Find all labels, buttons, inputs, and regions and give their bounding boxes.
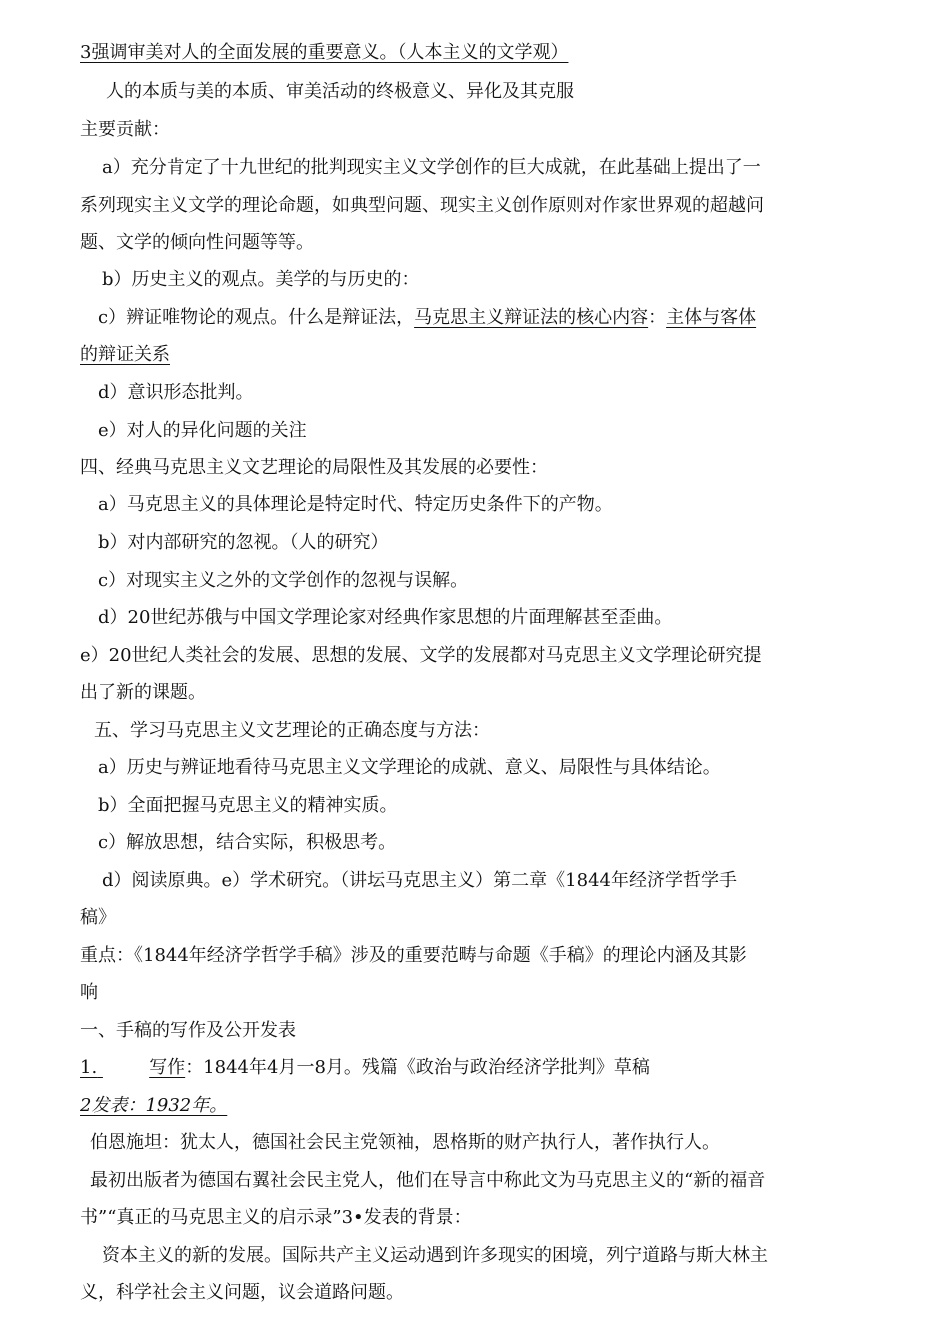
- line-contribution-a-3: 题、文学的倾向性问题等等。: [80, 232, 314, 253]
- line-first-publisher-2: 书”“真正的马克思主义的启示录”3•发表的背景：: [80, 1207, 472, 1228]
- text-writing-label: 写作: [149, 1057, 186, 1078]
- line-attitude-a: a）历史与辨证地看待马克思主义文学理论的成就、意义、局限性与具体结论。: [98, 757, 721, 778]
- line-bernstein: 伯恩施坦：犹太人，德国社会民主党领袖，恩格斯的财产执行人，著作执行人。: [90, 1132, 720, 1153]
- line-contribution-b: b）历史主义的观点。美学的与历史的：: [102, 269, 420, 290]
- line-limitation-b: b）对内部研究的忽视。（人的研究）: [98, 532, 389, 553]
- line-contribution-a-2: 系列现实主义文学的理论命题，如典型问题、现实主义创作原则对作家世界观的超越问: [80, 195, 764, 216]
- line-limitation-e-2: 出了新的课题。: [80, 682, 206, 703]
- text-dialectic-core: 马克思主义辩证法的核心内容: [414, 307, 649, 328]
- line-attitude-d-1: d）阅读原典。e）学术研究。（讲坛马克思主义）第二章《1844年经济学哲学手: [102, 870, 737, 891]
- line-essence-of-man: 人的本质与美的本质、审美活动的终极意义、异化及其克服: [106, 81, 574, 102]
- text-dialectic-question: c）辨证唯物论的观点。什么是辩证法，: [98, 307, 415, 328]
- line-key-points-2: 响: [80, 982, 98, 1003]
- line-background-1: 资本主义的新的发展。国际共产主义运动遇到许多现实的困境，列宁道路与斯大林主: [102, 1245, 768, 1266]
- line-key-points-1: 重点：《1844年经济学哲学手稿》涉及的重要范畴与命题《手稿》的理论内涵及其影: [80, 945, 747, 966]
- line-contribution-c-2: 的辩证关系: [80, 344, 170, 365]
- line-contribution-d: d）意识形态批判。: [98, 382, 254, 403]
- line-background-2: 义，科学社会主义问题，议会道路问题。: [80, 1282, 404, 1303]
- line-publication: 2发表：1932年。: [80, 1095, 228, 1116]
- line-contribution-c-1: [98, 305, 898, 331]
- text-writing-detail: ：1844年4月一8月。残篇《政治与政治经济学批判》草稿: [185, 1057, 650, 1078]
- text-colon: ：: [648, 307, 667, 328]
- line-writing: [80, 1055, 880, 1081]
- text-subject-object: 主体与客体: [666, 307, 757, 328]
- section-heading-manuscript: 一、手稿的写作及公开发表: [80, 1020, 296, 1041]
- text-item-number: 1.: [80, 1057, 98, 1078]
- section-heading-attitude: 五、学习马克思主义文艺理论的正确态度与方法：: [94, 720, 490, 741]
- line-attitude-b: b）全面把握马克思主义的精神实质。: [98, 795, 398, 816]
- section-heading-limitations: 四、经典马克思主义文艺理论的局限性及其发展的必要性：: [80, 457, 548, 478]
- line-first-publisher-1: 最初出版者为德国右翼社会民主党人，他们在导言中称此文为马克思主义的“新的福音: [90, 1170, 766, 1191]
- line-limitation-e-1: e）20世纪人类社会的发展、思想的发展、文学的发展都对马克思主义文学理论研究提: [80, 645, 762, 666]
- line-limitation-c: c）对现实主义之外的文学创作的忽视与误解。: [98, 570, 469, 591]
- line-limitation-d: d）20世纪苏俄与中国文学理论家对经典作家思想的片面理解甚至歪曲。: [98, 607, 673, 628]
- spacer: [97, 1055, 149, 1081]
- line-attitude-c: c）解放思想，结合实际，积极思考。: [98, 832, 397, 853]
- line-aesthetic-significance: 3强调审美对人的全面发展的重要意义。（人本主义的文学观）: [80, 42, 569, 63]
- line-contribution-e: e）对人的异化问题的关注: [98, 420, 307, 441]
- line-main-contributions: 主要贡献：: [80, 119, 170, 140]
- line-limitation-a: a）马克思主义的具体理论是特定时代、特定历史条件下的产物。: [98, 494, 613, 515]
- line-attitude-d-2: 稿》: [80, 907, 116, 928]
- line-contribution-a-1: a）充分肯定了十九世纪的批判现实主义文学创作的巨大成就，在此基础上提出了一: [102, 157, 761, 178]
